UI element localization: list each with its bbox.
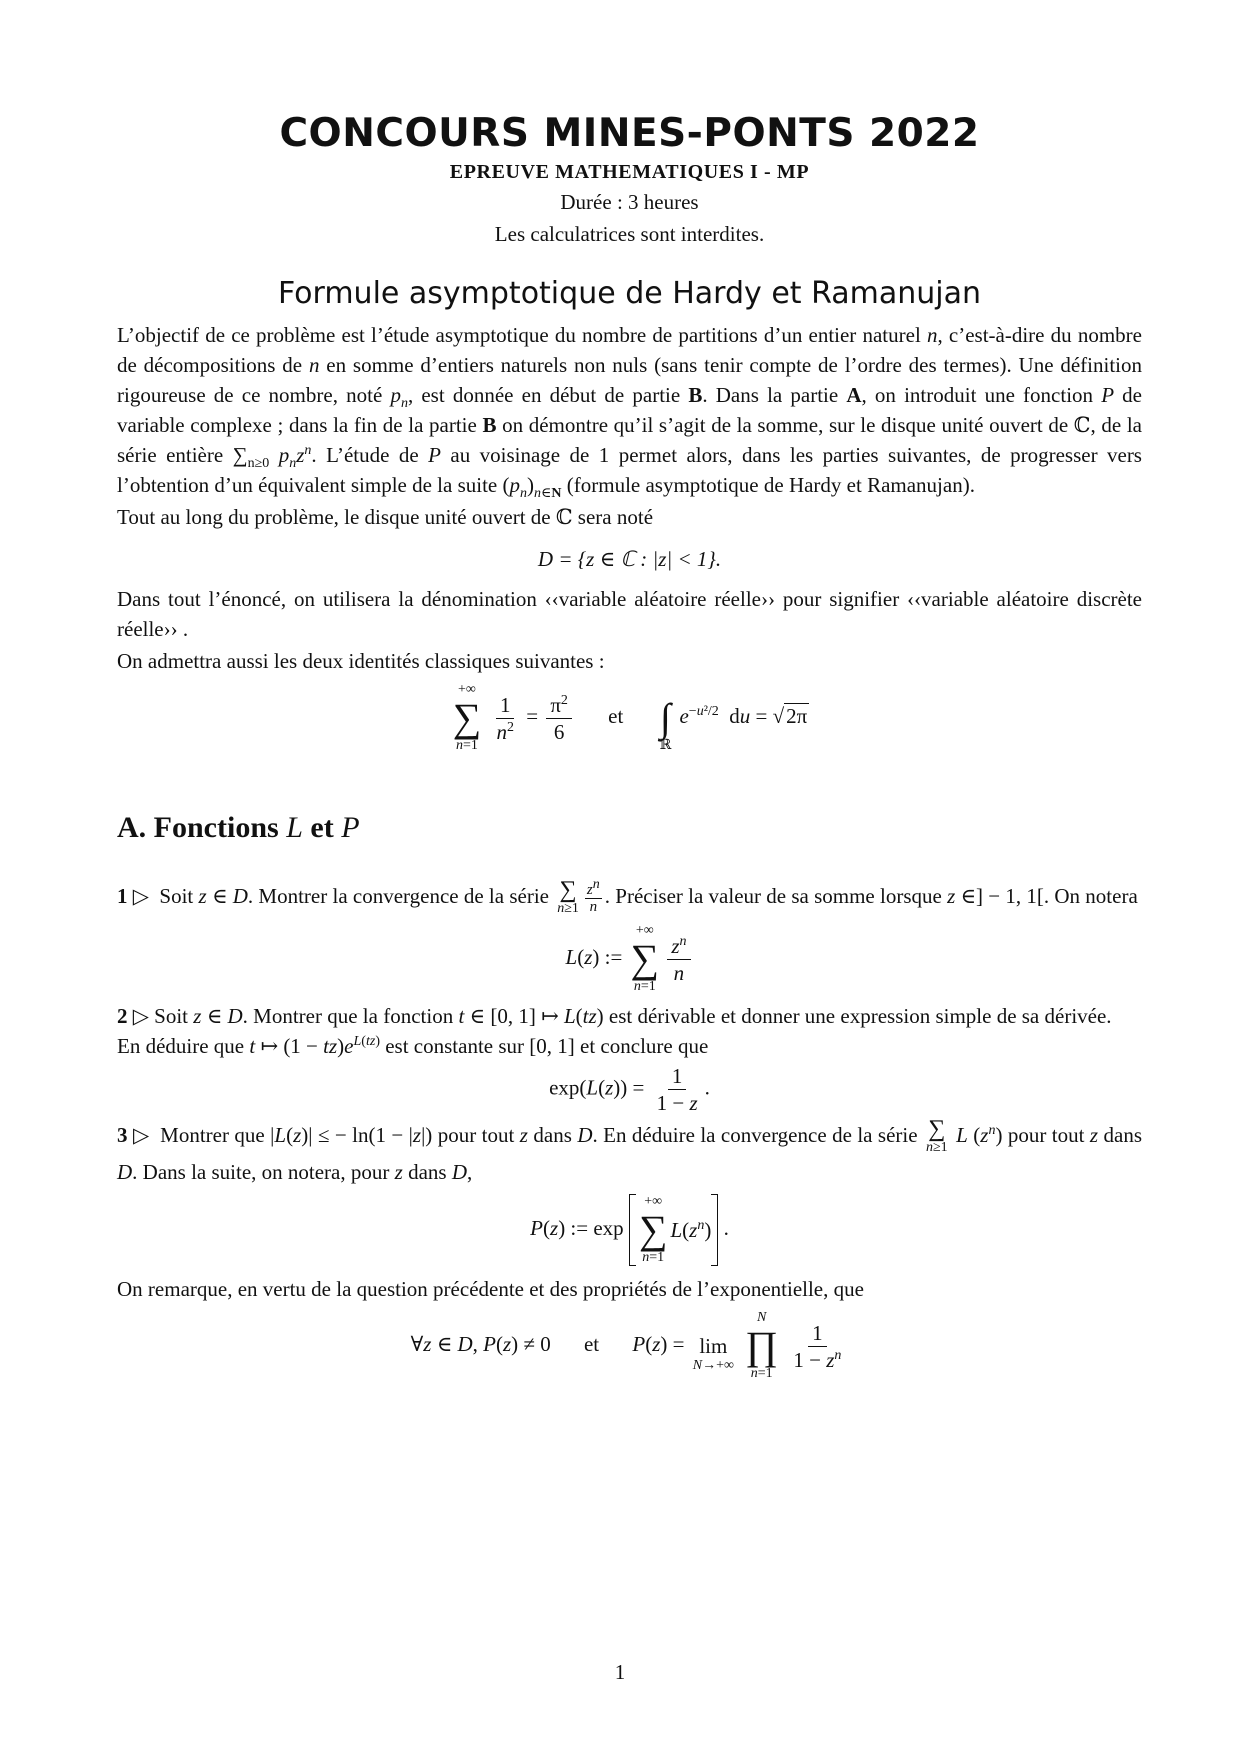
- classical-identities: +∞ ∑ n=1 $\frac{1}{n^2}$ = $\frac{\pi^2}{6}$ et ∫ ℝ $e^{-u^2/2}$ du = √2π: [452, 682, 808, 753]
- question-2-deduce: En déduire que t ↦ $(1 - tz)e^{L(tz)}$ est constante sur [0, 1] et conclure que: [117, 1034, 709, 1059]
- page-title: CONCOURS MINES-PONTS 2022: [279, 111, 980, 156]
- exam-subtitle: EPREUVE MATHEMATIQUES I - MP: [449, 161, 810, 183]
- random-variable-note: Dans tout l’énoncé, on utilisera la dénomination ‹‹variable aléatoire réelle›› pour signifier ‹‹variable aléatoire discrète réelle›› .: [117, 587, 1142, 641]
- P-definition: P(z) := exp +∞ ∑ n=1 L ( $z^n$ ) .: [530, 1194, 729, 1266]
- P-product-formula: ∀z ∈ D, P(z) ≠ 0 et P(z) = lim N→+∞ N ∏ n=1 $\frac{1}{1 - z^n}$: [410, 1310, 842, 1382]
- L-definition: L(z) := +∞ ∑ n=1 $\frac{z^n}{n}$: [117, 923, 1142, 995]
- sum-symbol: +∞ ∑ n=1: [452, 682, 482, 753]
- section-a-heading: A. Fonctions L et P: [117, 811, 360, 844]
- disk-intro: Tout au long du problème, le disque unité ouvert de ℂ sera noté: [117, 505, 654, 529]
- question-3: 3 ▷ Montrer que |L(z)| ≤ − ln(1 − |z|) pour tout z dans D. En déduire la convergence de la série ∑ n≥1 L $(z^n)$ pour tout z dans D. Dans la suite, on notera, pour z dans D,: [117, 1116, 1143, 1185]
- calculator-rule: Les calculatrices sont interdites.: [494, 222, 765, 246]
- question-2: 2 ▷ Soit z ∈ D. Montrer que la fonction t ∈ [0, 1] ↦ L(tz) est dérivable et donner une expression simple de sa dérivée.: [117, 1004, 1112, 1029]
- duration-line: Durée : 3 heures: [560, 190, 699, 214]
- question-1: 1 ▷ Soit z ∈ D. Montrer la convergence de la série ∑ n≥1 $\frac{zn}{n}$ . Préciser la valeur de sa somme lorsque z ∈] − 1, 1[. On notera: [117, 876, 1138, 917]
- exam-page: [117, 100, 1142, 1386]
- problem-title: Formule asymptotique de Hardy et Ramanujan: [277, 276, 982, 311]
- page-number: 1: [614, 1660, 626, 1684]
- question-3-remark: On remarque, en vertu de la question précédente et des propriétés de l’exponentielle, que: [117, 1277, 864, 1302]
- identities-intro: On admettra aussi les deux identités classiques suivantes :: [117, 649, 605, 673]
- exp-L-identity: exp(L(z)) = $\frac{1}{1 - z}$ .: [549, 1064, 710, 1116]
- integral-symbol: ∫ ℝ: [659, 695, 672, 753]
- intro-paragraph: L’objectif de ce problème est l’étude asymptotique du nombre de partitions d’un entier naturel n, c’est-à-dire du nombre de décompositions de n en somme d’entiers naturels non nuls (sans tenir compte de l’ordre des termes). Une définition rigoureuse de ce nombre, noté $p_n$, est donnée en début de partie B. Dans la partie A, on introduit une fonction P de variable complexe ; dans la fin de la partie B on démontre qu’il s’agit de la somme, sur le disque unité ouvert de ℂ, de la série entière $\sum_{n\ge 0}$ $p_nz^n$. L’étude de P au voisinage de 1 permet alors, dans les parties suivantes, de progresser vers l’obtention d’un équivalent simple de la suite $(p_n)_{n\in N}$ (formule asymptotique de Hardy et Ramanujan).: [117, 323, 1143, 502]
- disk-definition: D = {z ∈ ℂ : |z| < 1}.: [537, 547, 722, 571]
